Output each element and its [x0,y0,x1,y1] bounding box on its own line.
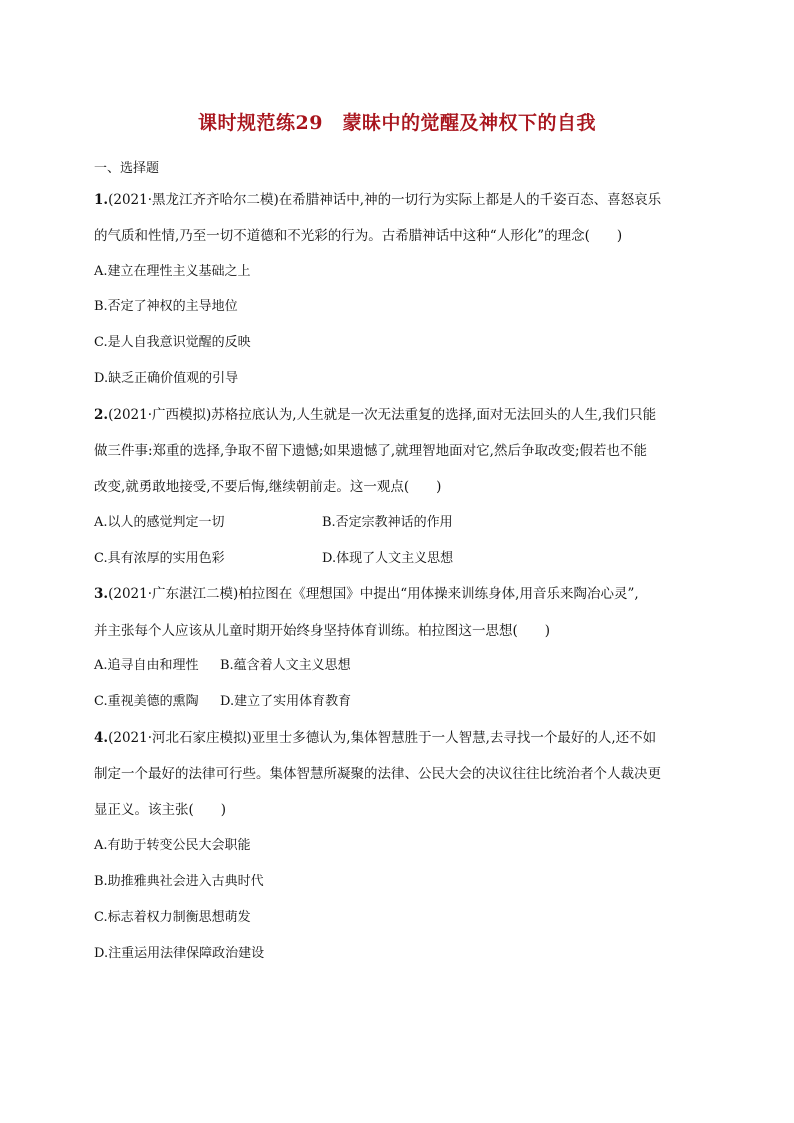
question-3-option-d: D.建立了实用体育教育 [220,694,352,709]
question-3-number: 3. [94,586,109,602]
question-2-option-b: B.否定宗教神话的作用 [322,515,453,530]
question-1-line-2: 的气质和性情,乃至一切不道德和不光彩的行为。古希腊神话中这种“人形化”的理念( ) [94,228,623,244]
question-2-number: 2. [94,407,109,423]
question-2-line-2: 做三件事:郑重的选择,争取不留下遗憾;如果遗憾了,就理智地面对它,然后争取改变;假若也不能 [94,443,648,459]
question-1-option-b: B.否定了神权的主导地位 [94,299,238,314]
question-4-option-a: A.有助于转变公民大会职能 [94,838,251,853]
question-4-line-3: 显正义。该主张( ) [94,802,227,818]
question-2-line-3: 改变,就勇敢地接受,不要后悔,继续朝前走。这一观点( ) [94,479,442,495]
question-4-line-1: 4.(2021·河北石家庄模拟)亚里士多德认为,集体智慧胜于一人智慧,去寻找一个最好的人,还不如 [94,730,657,746]
question-3-line-1: 3.(2021·广东湛江二模)柏拉图在《理想国》中提出“用体操来训练身体,用音乐来陶冶心灵”, [94,586,639,602]
question-2-option-c: C.具有浓厚的实用色彩 [94,551,225,566]
question-3-option-c: C.重视美德的熏陶 [94,694,199,709]
question-4-line-2: 制定一个最好的法律可行些。集体智慧所凝聚的法律、公民大会的决议往往比统治者个人裁决更 [94,766,661,782]
page-title: 课时规范练29 蒙昧中的觉醒及神权下的自我 [198,112,596,134]
question-2-option-d: D.体现了人文主义思想 [322,551,454,566]
question-2-line-1: 2.(2021·广西模拟)苏格拉底认为,人生就是一次无法重复的选择,面对无法回头的人生,我们只能 [94,407,657,423]
question-1-line-1: 1.(2021·黑龙江齐齐哈尔二模)在希腊神话中,神的一切行为实际上都是人的千姿百态、喜怒哀乐 [94,192,662,208]
question-1-option-c: C.是人自我意识觉醒的反映 [94,335,251,350]
question-2-option-a: A.以人的感觉判定一切 [94,515,225,530]
question-4-option-b: B.助推雅典社会进入古典时代 [94,874,264,889]
question-3-line-2: 并主张每个人应该从儿童时期开始终身坚持体育训练。柏拉图这一思想( ) [94,623,551,639]
question-3-option-a: A.追寻自由和理性 [94,658,199,673]
question-4-option-c: C.标志着权力制衡思想萌发 [94,910,251,925]
question-1-option-a: A.建立在理性主义基础之上 [94,264,251,279]
section-heading: 一、选择题 [94,161,160,176]
question-1-option-d: D.缺乏正确价值观的引导 [94,371,239,386]
question-4-number: 4. [94,730,109,746]
question-4-option-d: D.注重运用法律保障政治建设 [94,946,265,961]
question-3-option-b: B.蕴含着人文主义思想 [220,658,351,673]
question-1-number: 1. [94,192,109,208]
